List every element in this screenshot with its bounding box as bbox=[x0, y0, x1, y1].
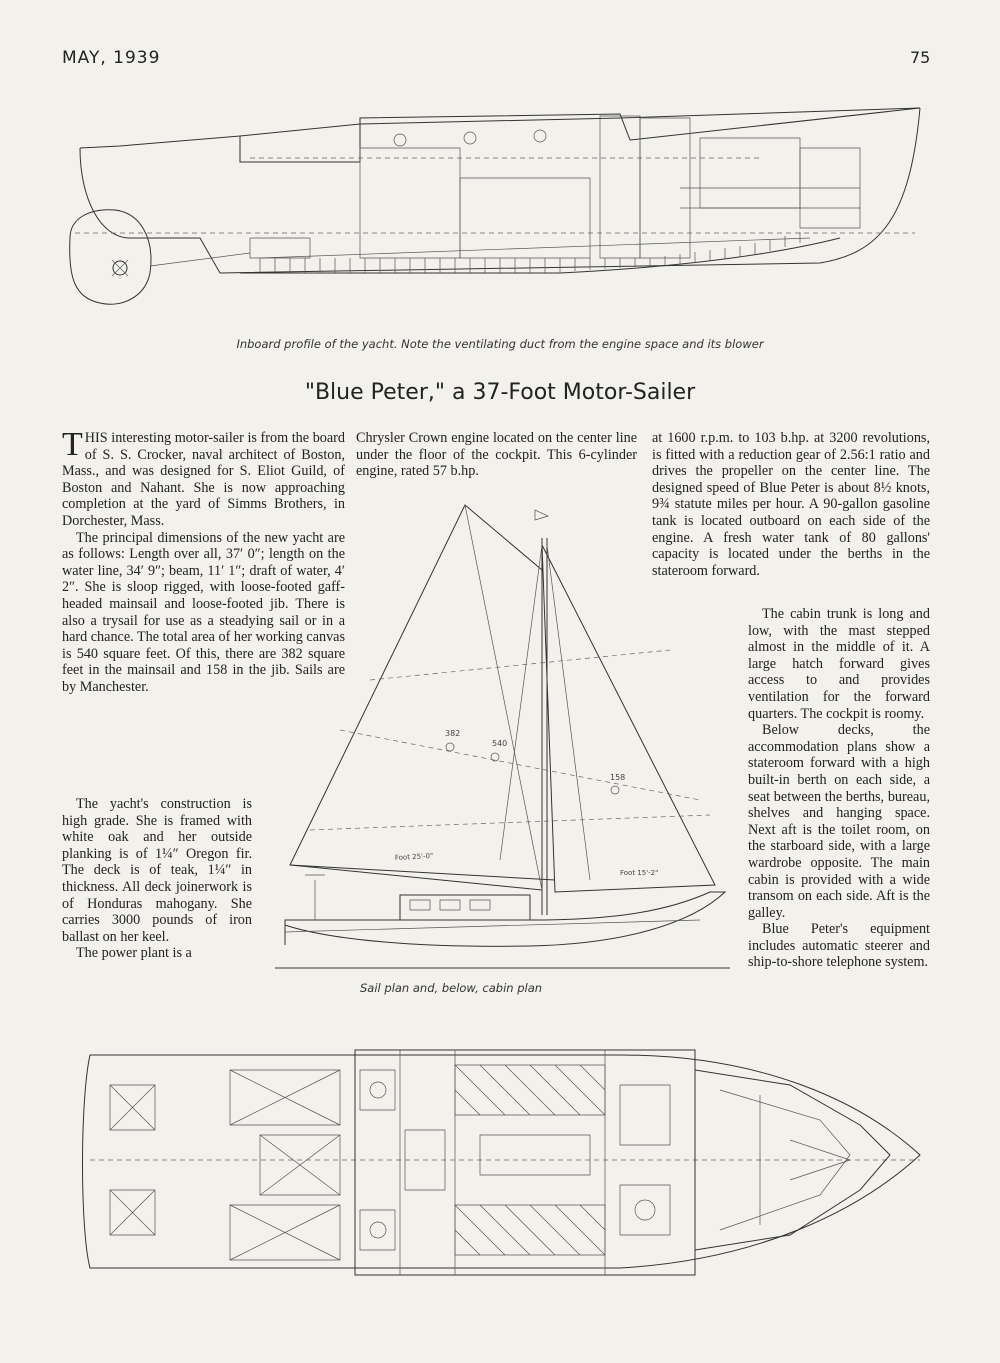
article-title: "Blue Peter," a 37-Foot Motor-Sailer bbox=[304, 380, 696, 405]
drop-cap: T bbox=[62, 426, 83, 463]
jib-foot-label: Foot 15'-2" bbox=[620, 869, 659, 877]
paragraph-8: Below decks, the accommodation plans show a stateroom forward with a high built-in berth on each side, a seat between the berths, bureau, shelves and hanging space. Next aft is the toilet room, on the starboard side, with a large wardrobe opposite. The main cabin is provided with a wide transom on each side. Aft is the galley. bbox=[748, 722, 930, 921]
paragraph-1-text: HIS interesting motor-sailer is from the board of S. S. Crocker, naval architect of Boston, Mass., and was designed for S. Eliot Guild, of Boston and Nahant. She is now approaching completion at the yard of Simms Brothers, in Dorchester, Mass. bbox=[62, 430, 345, 529]
issue-date: MAY, 1939 bbox=[62, 48, 161, 68]
paragraph-5: Chrysler Crown engine located on the center line under the floor of the cockpit. This 6-cylinder engine, rated 57 b.hp. bbox=[356, 430, 637, 480]
mainsail-area-label: 382 bbox=[445, 729, 461, 738]
article-column-1-lower bbox=[62, 796, 252, 962]
inboard-profile-caption: Inboard profile of the yacht. Note the ventilating duct from the engine space and its blower bbox=[236, 337, 764, 351]
jib-area-label: 158 bbox=[610, 773, 626, 782]
inboard-profile-drawing bbox=[60, 88, 940, 338]
sail-plan-drawing bbox=[270, 500, 740, 975]
paragraph-6: at 1600 r.p.m. to 103 b.hp. at 3200 revolutions, is fitted with a reduction gear of 2.56:1 ratio and drives the propeller on the center line. The designed speed of Blue Peter is about 8½ knots, 9¾ statute miles per hour. A 90-gallon gasoline tank is located outboard on each side of the engine. A fresh water tank of 80 gallons' capacity is located under the berths in the stateroom forward. bbox=[652, 430, 930, 579]
cabin-plan-drawing bbox=[60, 1010, 940, 1310]
paragraph-7: The cabin trunk is long and low, with the mast stepped almost in the middle of it. A large hatch forward gives access to and provides ventilation for the forward quarters. The cockpit is roomy. bbox=[748, 606, 930, 722]
paragraph-4: The power plant is a bbox=[76, 945, 192, 962]
article-column-2 bbox=[356, 430, 637, 480]
paragraph-9: Blue Peter's equipment includes automatic steerer and ship-to-shore telephone system. bbox=[748, 921, 930, 971]
article-column-3-lower bbox=[748, 606, 930, 971]
total-area-label: 540 bbox=[492, 739, 508, 748]
paragraph-3: The yacht's construction is high grade. She is framed with white oak and her outside planking is of 1¼″ Oregon fir. The deck is of teak, 1¼″ in thickness. All deck joinerwork is of Honduras mahogany. She carries 3000 pounds of iron ballast on her keel. bbox=[62, 796, 252, 945]
mainsail-foot-label: Foot 25'-0" bbox=[394, 852, 434, 862]
sail-plan-caption: Sail plan and, below, cabin plan bbox=[360, 981, 543, 995]
page-number: 75 bbox=[910, 48, 931, 67]
paragraph-2: The principal dimensions of the new yacht are as follows: Length over all, 37′ 0″; length on the water line, 34′ 9″; beam, 11′ 1″; draft of water, 4′ 2″. She is sloop rigged, with loose-footed gaff-headed mainsail and loose-footed jib. There is also a trysail for use as a steadying sail or in a hard chance. The total area of her working canvas is 540 square feet. Of this, there are 382 square feet in the mainsail and 158 in the jib. Sails are by Manchester. bbox=[62, 529, 345, 695]
